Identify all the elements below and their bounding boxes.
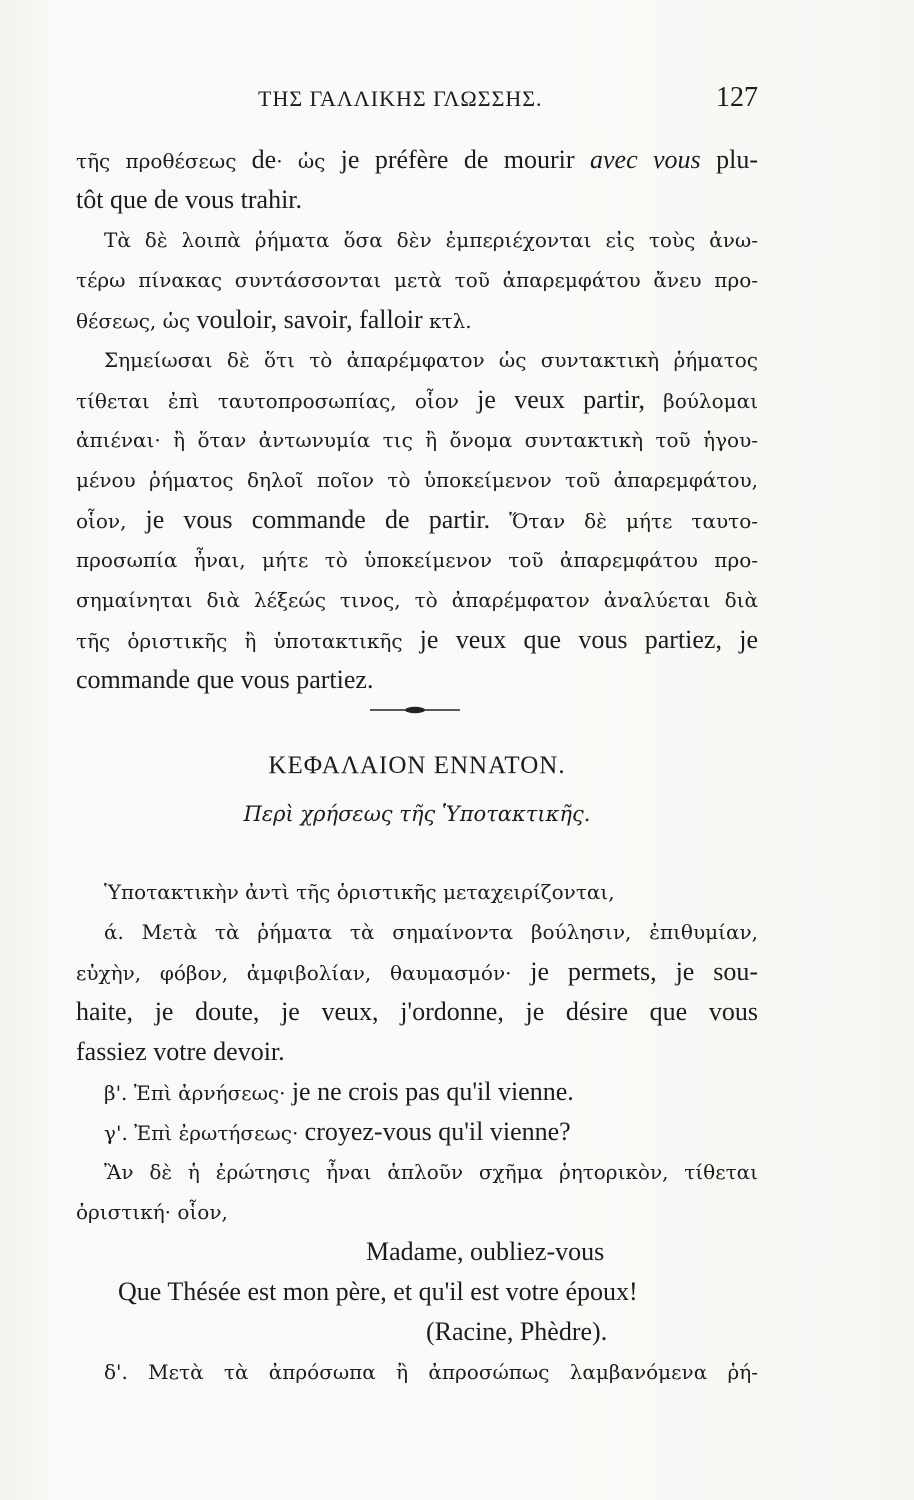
text-line: μένου ῥήματος δηλοῖ ποῖον τὸ ὑποκείμενον τοῦ ἀπαρεμφάτου, <box>76 468 758 492</box>
text-line: fassiez votre devoir. <box>76 1037 285 1066</box>
text-line: β'. Ἐπὶ ἀρνήσεως· je ne crois pas qu'il vienne. <box>104 1077 574 1106</box>
text-line: commande que vous partiez. <box>76 665 374 694</box>
text-line: Τὰ δὲ λοιπὰ ῥήματα ὅσα δὲν ἐμπεριέχονται εἰς τοὺς ἀνω- <box>104 228 758 252</box>
text-line: προσωπία ἦναι, μήτε τὸ ὑποκείμενον τοῦ ἀπαρεμφάτου προ- <box>76 548 758 572</box>
text-line: τῆς προθέσεως de· ὡς je préfère de mourir avec vous plu- <box>76 145 758 174</box>
text-line: ὁριστική· οἷον, <box>76 1200 228 1224</box>
text-line: σημαίνηται διὰ λέξεώς τινος, τὸ ἀπαρέμφατον ἀναλύεται διὰ <box>76 588 758 612</box>
text-line: Ἂν δὲ ἡ ἐρώτησις ἦναι ἁπλοῦν σχῆμα ῥητορικὸν, τίθεται <box>104 1160 758 1184</box>
text-line: γ'. Ἐπὶ ἐρωτήσεως· croyez-vous qu'il vienne? <box>104 1117 571 1146</box>
text-line: εὐχὴν, φόβον, ἀμφιβολίαν, θαυμασμόν· je permets, je sou- <box>76 957 759 986</box>
text-line: ἀπιέναι· ἢ ὅταν ἀντωνυμία τις ἢ ὄνομα συντακτικὴ τοῦ ἡγου- <box>76 428 758 452</box>
text-line: οἷον, je vous commande de partir. Ὅταν δὲ μήτε ταυτο- <box>76 505 759 534</box>
text-line: δ'. Μετὰ τὰ ἀπρόσωπα ἢ ἀπροσώπως λαμβανόμενα ῥή- <box>104 1360 758 1384</box>
section-infinitive-text <box>76 140 758 700</box>
text-line: θέσεως, ὡς vouloir, savoir, falloir κτλ. <box>76 305 472 334</box>
verse-citation: (Racine, Phèdre). <box>426 1317 608 1346</box>
chapter-subtitle: Περὶ χρήσεως τῆς Ὑποτακτικῆς. <box>243 802 591 826</box>
chapter-title: ΚΕΦΑΛΑΙΟΝ ΕΝΝΑΤΟΝ. <box>268 752 566 779</box>
text-line: τῆς ὁριστικῆς ἢ ὑποτακτικῆς je veux que vous partiez, je <box>76 625 759 654</box>
page-number: 127 <box>716 82 758 113</box>
running-title: ΤΗΣ ΓΑΛΛΙΚΗΣ ΓΛΩΣΣΗΣ. <box>258 86 543 111</box>
page-header <box>258 82 758 120</box>
text-line: ά. Μετὰ τὰ ῥήματα τὰ σημαίνοντα βούλησιν, ἐπιθυμίαν, <box>104 920 758 944</box>
verse-line: Madame, oubliez-vous <box>366 1237 605 1266</box>
text-line: Σημείωσαι δὲ ὅτι τὸ ἀπαρέμφατον ὡς συντακτικὴ ῥήματος <box>104 348 758 372</box>
text-line: τίθεται ἐπὶ ταυτοπροσωπίας, οἷον je veux partir, βούλομαι <box>76 385 758 414</box>
text-line: Ὑποτακτικὴν ἀντὶ τῆς ὁριστικῆς μεταχειρίζονται, <box>104 880 615 904</box>
verse-line: Que Thésée est mon père, et qu'il est votre époux! <box>118 1277 638 1306</box>
section-subjunctive-text <box>76 872 758 1392</box>
text-line: τέρω πίνακας συντάσσονται μετὰ τοῦ ἀπαρεμφάτου ἄνευ προ- <box>76 268 758 292</box>
ornamental-divider-icon <box>370 705 460 715</box>
text-line: tôt que de vous trahir. <box>76 185 303 214</box>
text-line: haite, je doute, je veux, j'ordonne, je désire que vous <box>76 997 758 1026</box>
